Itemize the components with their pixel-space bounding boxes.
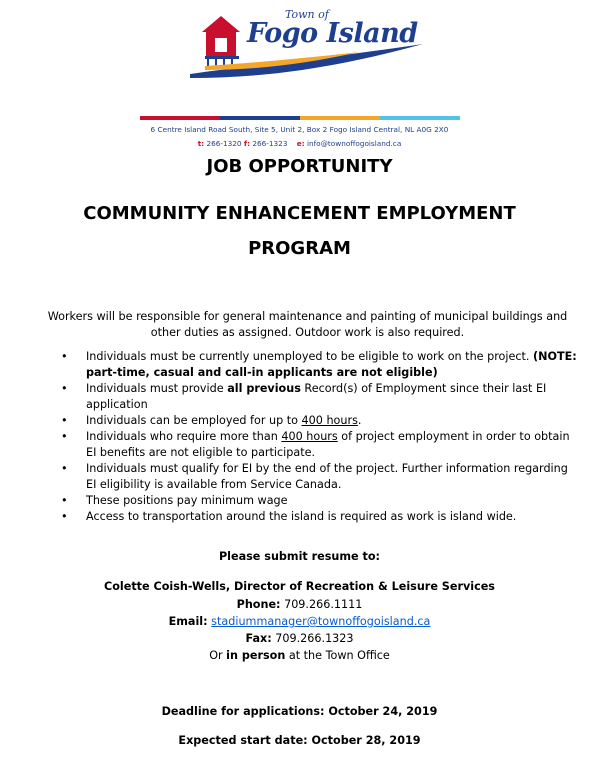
phone-value: 709.266.1111 — [280, 598, 363, 611]
bullet-text: Access to transportation around the island is required as work is island wide. — [86, 510, 517, 523]
email-label: Email: — [168, 615, 208, 628]
fax-key: f: — [243, 139, 250, 148]
list-item — [40, 349, 580, 381]
bullet-text: Record(s) of Employment since their last EI application — [86, 382, 547, 411]
bullet-text: . — [357, 414, 362, 427]
fax-value: 266-1323 — [252, 139, 288, 148]
bullet-text: These positions pay minimum wage — [86, 494, 288, 507]
bullet-icon: • — [61, 462, 68, 475]
town-logo — [185, 8, 435, 88]
color-bar-orange — [300, 116, 380, 120]
phone-label: Phone: — [236, 598, 281, 611]
bullet-text: of project employment in order to obtain EI benefits are not eligible to participate. — [86, 430, 570, 459]
title-program-line1: COMMUNITY ENHANCEMENT EMPLOYMENT — [83, 203, 516, 224]
tel-key: t: — [197, 139, 205, 148]
color-bar-cyan — [380, 116, 460, 120]
title-program-line2: PROGRAM — [248, 238, 351, 259]
list-item — [40, 381, 580, 413]
color-bar-blue — [220, 116, 300, 120]
color-bar-red — [140, 116, 220, 120]
bullet-icon: • — [61, 350, 68, 363]
tel-value: 266-1320 — [206, 139, 242, 148]
requirements-list — [40, 349, 580, 525]
header-contact — [0, 139, 599, 148]
list-item — [40, 429, 580, 461]
submit-heading: Please submit resume to: — [218, 550, 381, 563]
bullet-icon: • — [61, 430, 68, 443]
list-item — [40, 493, 580, 509]
start-date: Expected start date: October 28, 2019 — [178, 734, 421, 747]
bullet-text: Individuals can be employed for up to — [86, 414, 302, 427]
bullet-text: Individuals who require more than — [86, 430, 282, 443]
in-person-text: Or — [209, 649, 227, 662]
intro-paragraph: Workers will be responsible for general maintenance and painting of municipal buildings and other duties as assigned. Outdoor work is also required. — [47, 310, 568, 339]
in-person-emphasis: in person — [226, 649, 286, 662]
bullet-note: (NOTE: part-time, casual and call-in applicants are not eligible) — [86, 350, 577, 379]
email-key: e: — [296, 139, 305, 148]
bullet-underline: 400 hours — [281, 430, 338, 443]
contact-fax — [0, 632, 599, 645]
header-color-bar — [140, 116, 460, 120]
list-item — [40, 509, 580, 525]
contact-email — [0, 615, 599, 628]
title-job-opportunity: JOB OPPORTUNITY — [206, 156, 393, 177]
bullet-icon: • — [61, 510, 68, 523]
list-item — [40, 461, 580, 493]
bullet-icon: • — [61, 414, 68, 427]
email-value[interactable]: info@townoffogoisland.ca — [306, 139, 402, 148]
logo-town-name: Fogo Island — [247, 18, 418, 49]
bullet-text: Individuals must provide — [86, 382, 228, 395]
bullet-text: Individuals must be currently unemployed to be eligible to work on the project. — [86, 350, 534, 363]
bullet-emphasis: all previous — [227, 382, 301, 395]
bullet-icon: • — [61, 382, 68, 395]
bullet-underline: 400 hours — [301, 414, 358, 427]
contact-in-person — [0, 649, 599, 662]
email-link[interactable]: stadiummanager@townoffogoisland.ca — [211, 615, 431, 628]
in-person-text: at the Town Office — [285, 649, 390, 662]
bullet-text: Individuals must qualify for EI by the end of the project. Further information regarding EI eligibility is available from Service Canada. — [86, 462, 568, 491]
header-address: 6 Centre Island Road South, Site 5, Unit 2, Box 2 Fogo Island Central, NL A0G 2X0 — [150, 125, 449, 134]
contact-phone — [0, 598, 599, 611]
contact-name: Colette Coish-Wells, Director of Recreation & Leisure Services — [104, 580, 495, 593]
bullet-icon: • — [61, 494, 68, 507]
fax-value: 709.266.1323 — [271, 632, 354, 645]
fax-label: Fax: — [245, 632, 272, 645]
logo-town-of: Town of — [285, 8, 329, 21]
deadline: Deadline for applications: October 24, 2019 — [161, 705, 438, 718]
list-item — [40, 413, 580, 429]
